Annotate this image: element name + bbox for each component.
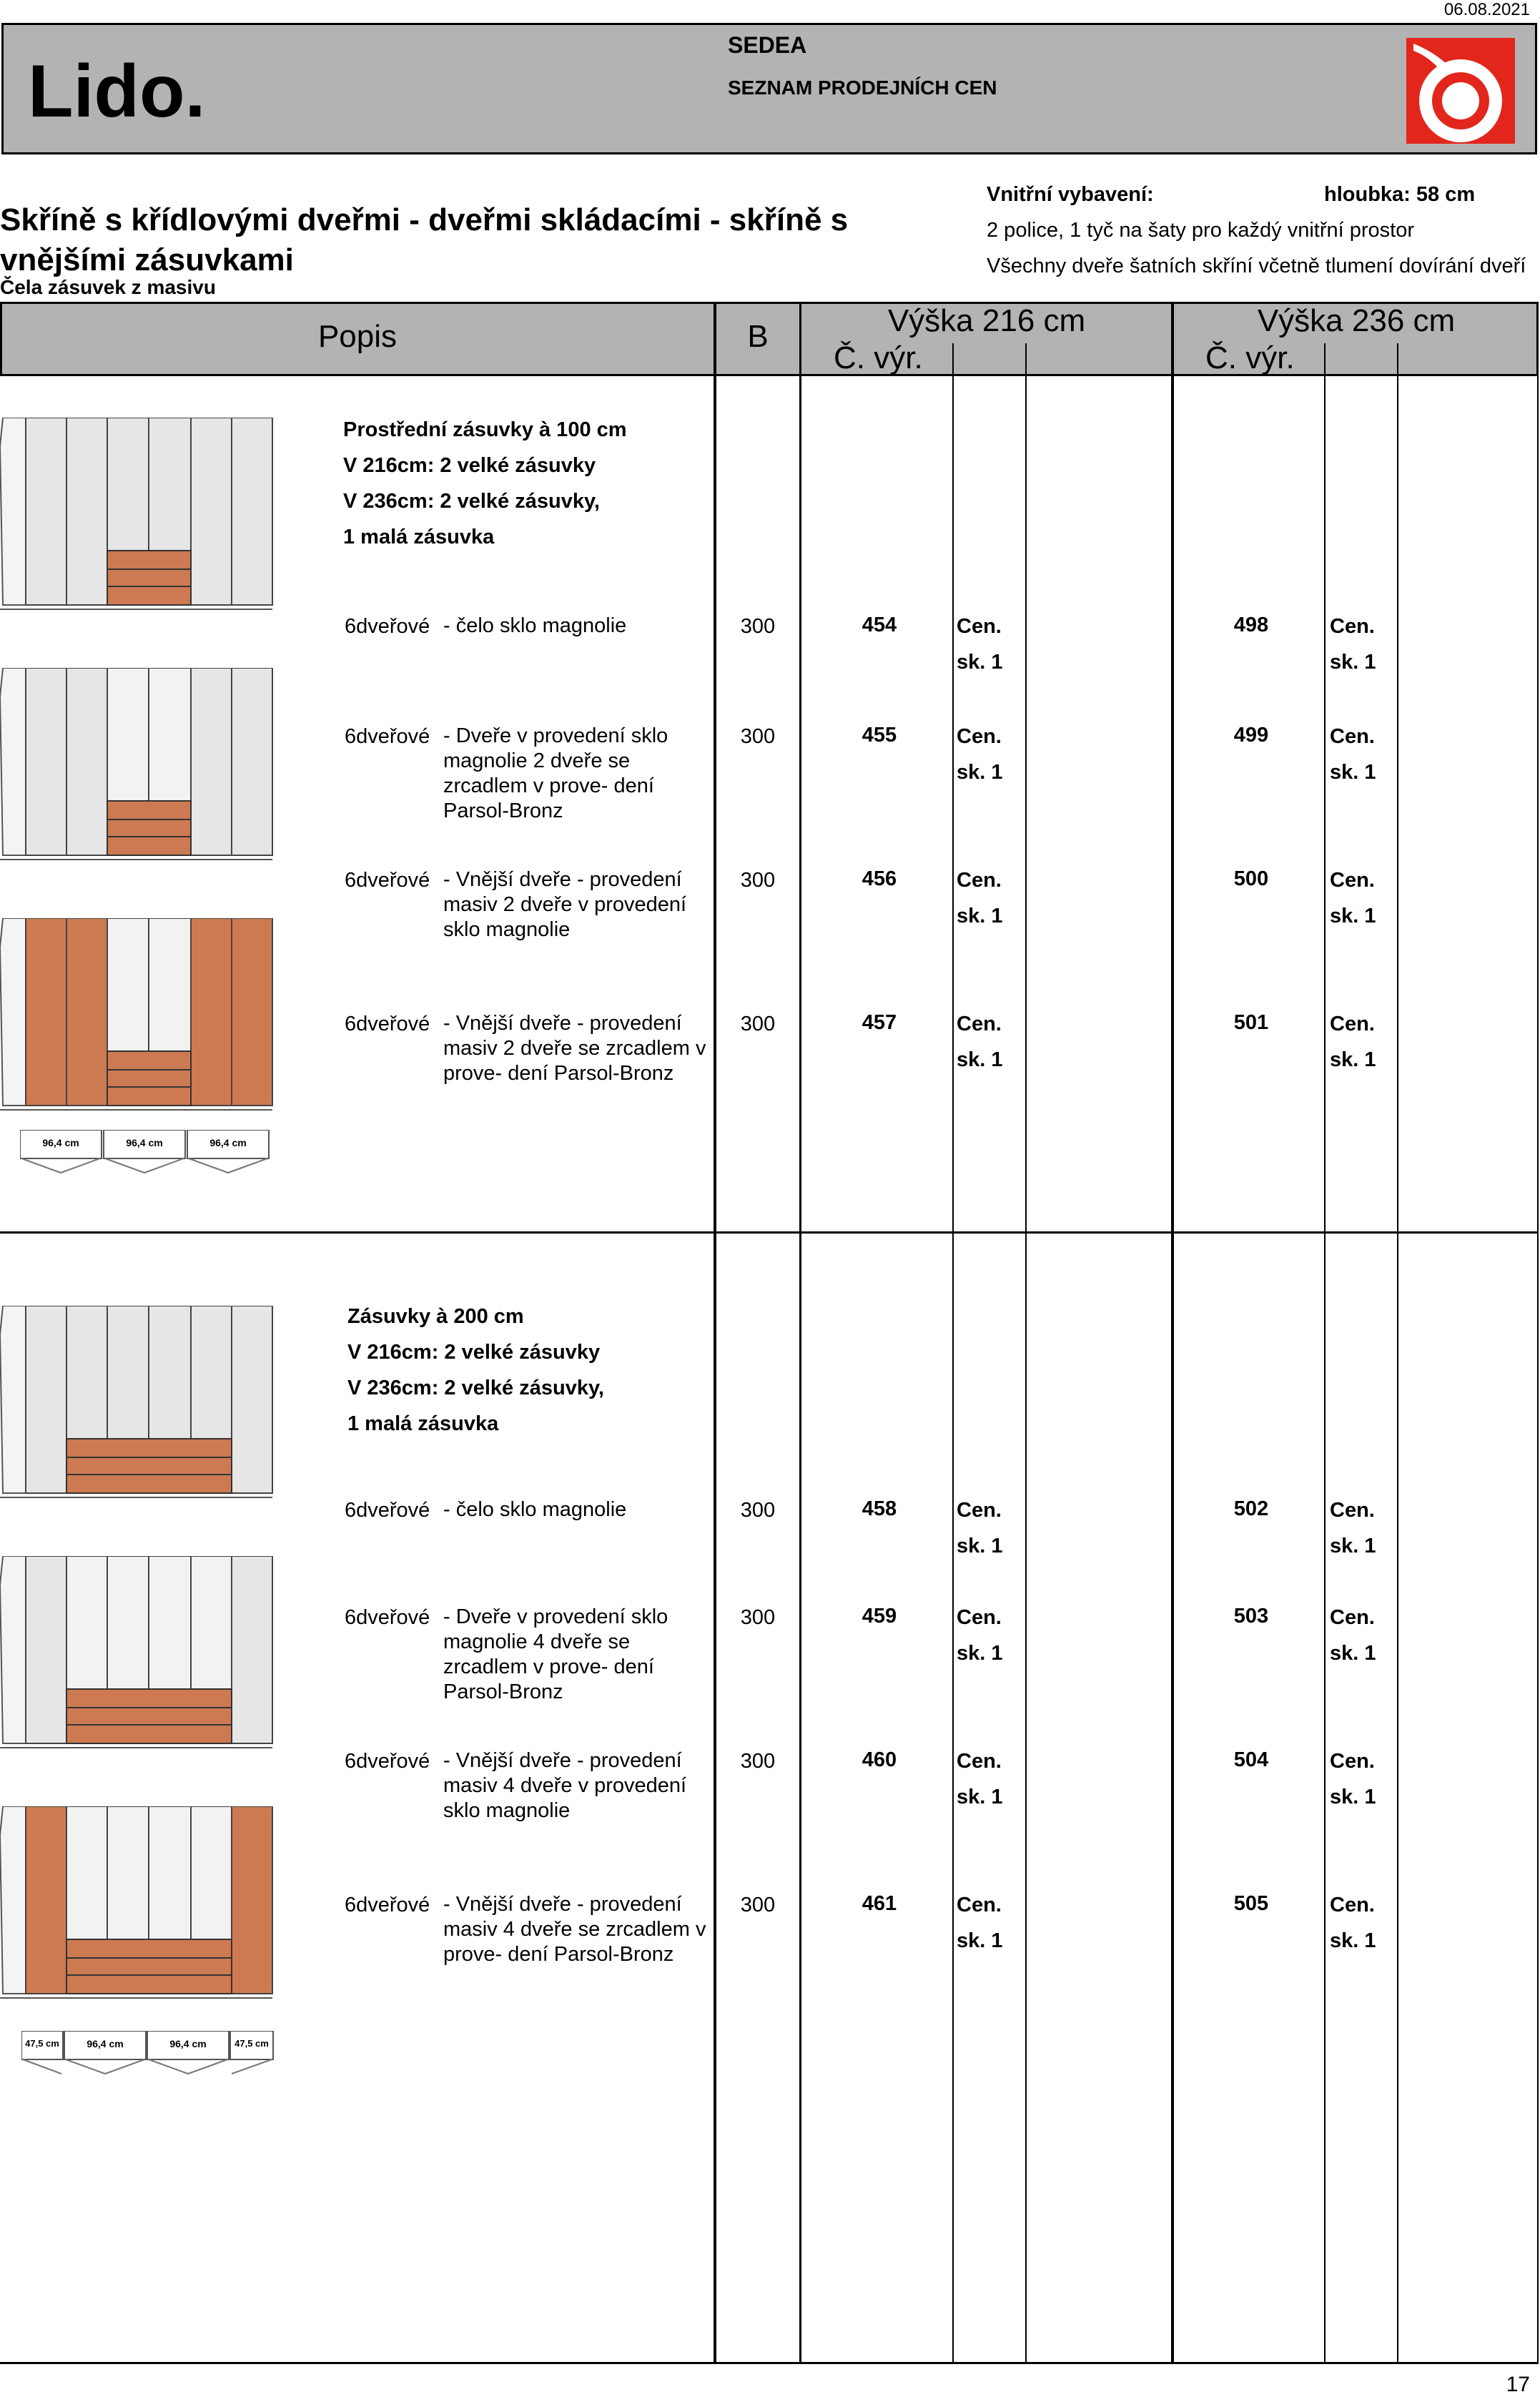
header-bar [1,23,1537,154]
interior-line1: 2 police, 1 tyč na šaty pro každý vnitřní prostor [987,219,1414,242]
col-h216: Výška 216 cm [887,303,1086,338]
col-cvyr-216: Č. výr. [834,340,923,375]
col-b: B [747,319,769,354]
table-row: 6dveřové - čelo sklo magnolie 300 454 Cen. sk. 1 498 Cen. sk. 1 [345,614,1376,674]
col-popis: Popis [317,319,398,354]
section1-heading: Prostřední zásuvky à 100 cm V 216cm: 2 velké zásuvky V 236cm: 2 velké zásuvky, 1 malá zásuvka [343,418,627,548]
brand-logo-icon [1406,38,1515,144]
col-h236: Výška 236 cm [1257,303,1456,338]
page-title-line2: vnějšími zásuvkami [0,242,294,277]
col-cvyr-236: Č. výr. [1205,340,1295,375]
date: 06.08.2021 [1443,0,1530,19]
table-row: 6dveřové - Dveře v provedení sklo magnolie 2 dveře se zrcadlem v prove- dení Parsol-Bronz 300 455 Cen. sk. 1 499 Cen. sk. 1 [345,724,1376,822]
table-row: 6dveřové - Dveře v provedení sklo magnolie 4 dveře se zrcadlem v prove- dení Parsol-Bronz 300 459 Cen. sk. 1 503 Cen. sk. 1 [345,1605,1376,1703]
table-row: 6dveřové - Vnější dveře - provedení masiv 2 dveře se zrcadlem v prove- dení Parsol-Bronz 300 457 Cen. sk. 1 501 Cen. sk. 1 [345,1011,1376,1085]
dimension-plan: 96,4 cm 96,4 cm 96,4 cm [20,1130,272,1177]
wardrobe-illustration [0,418,276,612]
depth-label: hloubka: 58 cm [1324,183,1476,206]
table-row: 6dveřové - čelo sklo magnolie 300 458 Cen. sk. 1 502 Cen. sk. 1 [345,1497,1376,1557]
table-row: 6dveřové - Vnější dveře - provedení masiv 4 dveře se zrcadlem v prove- dení Parsol-Bronz 300 461 Cen. sk. 1 505 Cen. sk. 1 [345,1892,1376,1966]
table-row: 6dveřové - Vnější dveře - provedení masiv 2 dveře v provedení sklo magnolie 300 456 Cen. sk. 1 500 Cen. sk. 1 [345,867,1376,941]
table-row: 6dveřové - Vnější dveře - provedení masiv 4 dveře v provedení sklo magnolie 300 460 Cen. sk. 1 504 Cen. sk. 1 [345,1748,1376,1822]
interior-line2: Všechny dveře šatních skříní včetně tlumení dovírání dveří [987,255,1526,277]
price-list-subtitle: SEZNAM PRODEJNÍCH CEN [728,77,997,99]
wardrobe-illustration [0,1306,276,1500]
dimension-plan: 47,5 cm 96,4 cm 96,4 cm 47,5 cm [21,2031,276,2078]
section2-heading: Zásuvky à 200 cm V 216cm: 2 velké zásuvky V 236cm: 2 velké zásuvky, 1 malá zásuvka [347,1305,604,1435]
page-title-line1: Skříně s křídlovými dveřmi - dveřmi skládacími - skříně s [0,202,849,237]
brand-name: SEDEA [728,32,807,58]
interior-label: Vnitřní vybavení: [987,183,1154,206]
page-number: 17 [1506,2373,1530,2396]
page-subtitle: Čela zásuvek z masivu [0,276,216,298]
logo-text: Lido. [28,50,206,133]
